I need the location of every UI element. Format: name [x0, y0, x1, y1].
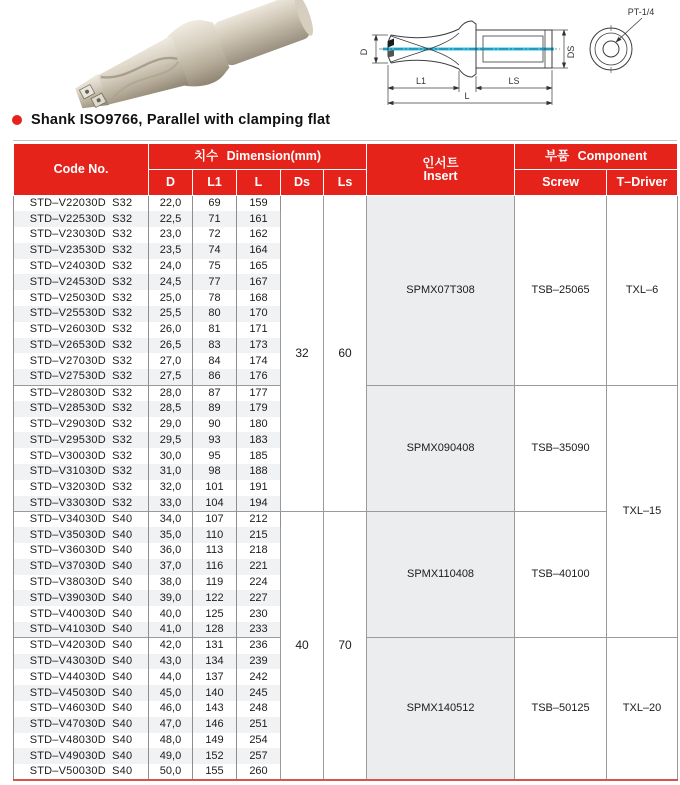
- cell-l1: 78: [193, 290, 237, 306]
- cell-l1: 83: [193, 338, 237, 354]
- cell-l: 257: [237, 748, 281, 764]
- header-tdriver: T–Driver: [607, 170, 678, 196]
- dim-label-ls: LS: [508, 76, 520, 86]
- cell-code: STD–V23530D S32: [14, 243, 149, 259]
- cell-l: 242: [237, 669, 281, 685]
- cell-l: 161: [237, 211, 281, 227]
- cell-l: 167: [237, 274, 281, 290]
- cell-l: 248: [237, 701, 281, 717]
- table-row: [14, 511, 678, 527]
- dim-label-ds: DS: [566, 45, 576, 59]
- cell-l1: 104: [193, 496, 237, 512]
- cell-l1: 149: [193, 733, 237, 749]
- header-ds: Ds: [281, 170, 324, 196]
- header-dimension: 치수 Dimension(mm): [149, 144, 367, 170]
- cell-code: STD–V26030D S32: [14, 322, 149, 338]
- cell-screw-merged: TSB–40100: [515, 511, 607, 637]
- cell-l1: 128: [193, 622, 237, 638]
- cell-code: STD–V31030D S32: [14, 464, 149, 480]
- cell-screw-merged: TSB–25065: [515, 196, 607, 386]
- cell-l: 221: [237, 559, 281, 575]
- drill-photo: [28, 0, 338, 112]
- cell-insert-merged: SPMX090408: [367, 385, 515, 511]
- cell-d: 26,0: [149, 322, 193, 338]
- cell-d: 33,0: [149, 496, 193, 512]
- cell-code: STD–V38030D S40: [14, 575, 149, 591]
- header-d: D: [149, 170, 193, 196]
- cell-d: 22,0: [149, 196, 193, 212]
- cell-code: STD–V32030D S32: [14, 480, 149, 496]
- thread-label-pt: PT-1/4: [627, 7, 655, 17]
- cell-code: STD–V43030D S40: [14, 654, 149, 670]
- header-screw: Screw: [515, 170, 607, 196]
- cell-code: STD–V50030D S40: [14, 764, 149, 780]
- cell-d: 32,0: [149, 480, 193, 496]
- cell-l: 159: [237, 196, 281, 212]
- cell-d: 39,0: [149, 590, 193, 606]
- cell-l1: 98: [193, 464, 237, 480]
- cell-insert-merged: SPMX110408: [367, 511, 515, 637]
- cell-code: STD–V34030D S40: [14, 511, 149, 527]
- cell-d: 28,5: [149, 401, 193, 417]
- cell-l1: 77: [193, 274, 237, 290]
- cell-d: 30,0: [149, 448, 193, 464]
- cell-code: STD–V27530D S32: [14, 369, 149, 385]
- cell-l: 218: [237, 543, 281, 559]
- cell-l: 212: [237, 511, 281, 527]
- cell-l: 251: [237, 717, 281, 733]
- cell-code: STD–V44030D S40: [14, 669, 149, 685]
- section-heading-text: Shank ISO9766, Parallel with clamping flat: [31, 112, 331, 128]
- cell-d: 49,0: [149, 748, 193, 764]
- cell-l: 180: [237, 417, 281, 433]
- header-code-no: Code No.: [14, 144, 149, 196]
- cell-l: 170: [237, 306, 281, 322]
- cell-d: 25,0: [149, 290, 193, 306]
- cell-code: STD–V24030D S32: [14, 259, 149, 275]
- cell-d: 37,0: [149, 559, 193, 575]
- cell-code: STD–V22530D S32: [14, 211, 149, 227]
- cell-code: STD–V24530D S32: [14, 274, 149, 290]
- cell-d: 24,5: [149, 274, 193, 290]
- cell-ls-merged: 70: [324, 511, 367, 780]
- cell-l: 191: [237, 480, 281, 496]
- header-insert-kr: 인서트: [422, 156, 459, 170]
- cell-l: 230: [237, 606, 281, 622]
- cell-l1: 131: [193, 638, 237, 654]
- cell-code: STD–V35030D S40: [14, 527, 149, 543]
- cell-screw-merged: TSB–50125: [515, 638, 607, 780]
- cell-code: STD–V23030D S32: [14, 227, 149, 243]
- dim-label-l1: L1: [415, 76, 427, 86]
- cell-l: 183: [237, 432, 281, 448]
- cell-l1: 87: [193, 385, 237, 401]
- cell-d: 34,0: [149, 511, 193, 527]
- cell-l1: 113: [193, 543, 237, 559]
- cell-code: STD–V25530D S32: [14, 306, 149, 322]
- cell-d: 40,0: [149, 606, 193, 622]
- header-component: 부품 Component: [515, 144, 678, 170]
- cell-code: STD–V39030D S40: [14, 590, 149, 606]
- cell-l: 233: [237, 622, 281, 638]
- cell-l: 177: [237, 385, 281, 401]
- cell-code: STD–V41030D S40: [14, 622, 149, 638]
- catalog-table: [13, 143, 678, 781]
- cell-l1: 89: [193, 401, 237, 417]
- cell-l: 227: [237, 590, 281, 606]
- cell-insert-merged: SPMX07T308: [367, 196, 515, 386]
- cell-code: STD–V26530D S32: [14, 338, 149, 354]
- cell-d: 25,5: [149, 306, 193, 322]
- cell-d: 28,0: [149, 385, 193, 401]
- cell-l1: 134: [193, 654, 237, 670]
- cell-l: 188: [237, 464, 281, 480]
- catalog-table-container: [13, 140, 677, 781]
- cell-insert-merged: SPMX140512: [367, 638, 515, 780]
- cell-l1: 107: [193, 511, 237, 527]
- cell-d: 23,0: [149, 227, 193, 243]
- cell-l: 239: [237, 654, 281, 670]
- cell-l: 165: [237, 259, 281, 275]
- header-l1: L1: [193, 170, 237, 196]
- cell-code: STD–V22030D S32: [14, 196, 149, 212]
- cell-l1: 84: [193, 353, 237, 369]
- cell-code: STD–V40030D S40: [14, 606, 149, 622]
- cell-l: 174: [237, 353, 281, 369]
- cell-code: STD–V48030D S40: [14, 733, 149, 749]
- cell-tdriver-merged: TXL–15: [607, 385, 678, 638]
- cell-l: 215: [237, 527, 281, 543]
- cell-code: STD–V42030D S40: [14, 638, 149, 654]
- cell-d: 38,0: [149, 575, 193, 591]
- cell-l1: 143: [193, 701, 237, 717]
- catalog-table-body: [14, 196, 678, 780]
- cell-code: STD–V28530D S32: [14, 401, 149, 417]
- cell-l1: 125: [193, 606, 237, 622]
- table-header: [14, 144, 678, 196]
- cell-ds-merged: 40: [281, 511, 324, 780]
- cell-l1: 110: [193, 527, 237, 543]
- cell-l1: 86: [193, 369, 237, 385]
- cell-code: STD–V45030D S40: [14, 685, 149, 701]
- cell-l1: 90: [193, 417, 237, 433]
- cell-d: 43,0: [149, 654, 193, 670]
- cell-screw-merged: TSB–35090: [515, 385, 607, 511]
- red-bullet-icon: [12, 115, 22, 125]
- header-ls: Ls: [324, 170, 367, 196]
- cell-ls-merged: 60: [324, 196, 367, 512]
- cell-l: 162: [237, 227, 281, 243]
- dim-label-d: D: [359, 48, 369, 56]
- cell-l: 236: [237, 638, 281, 654]
- cell-d: 27,5: [149, 369, 193, 385]
- cell-code: STD–V46030D S40: [14, 701, 149, 717]
- cell-d: 50,0: [149, 764, 193, 780]
- cell-d: 41,0: [149, 622, 193, 638]
- cell-d: 47,0: [149, 717, 193, 733]
- cell-d: 29,5: [149, 432, 193, 448]
- cell-l: 164: [237, 243, 281, 259]
- hero-images: [0, 0, 680, 112]
- header-insert: [367, 144, 515, 196]
- section-heading: [12, 112, 330, 128]
- cell-d: 48,0: [149, 733, 193, 749]
- cell-l1: 140: [193, 685, 237, 701]
- cell-tdriver-merged: TXL–20: [607, 638, 678, 780]
- cell-l1: 72: [193, 227, 237, 243]
- cell-l1: 122: [193, 590, 237, 606]
- cell-ds-merged: 32: [281, 196, 324, 512]
- cell-code: STD–V47030D S40: [14, 717, 149, 733]
- cell-l1: 119: [193, 575, 237, 591]
- cell-d: 35,0: [149, 527, 193, 543]
- header-insert-en: Insert: [423, 168, 458, 183]
- cell-l: 179: [237, 401, 281, 417]
- cell-code: STD–V29530D S32: [14, 432, 149, 448]
- cell-l1: 95: [193, 448, 237, 464]
- cell-l1: 71: [193, 211, 237, 227]
- cell-code: STD–V25030D S32: [14, 290, 149, 306]
- cell-l1: 116: [193, 559, 237, 575]
- cell-code: STD–V33030D S32: [14, 496, 149, 512]
- cell-code: STD–V30030D S32: [14, 448, 149, 464]
- cell-l: 185: [237, 448, 281, 464]
- cell-l: 260: [237, 764, 281, 780]
- cell-d: 44,0: [149, 669, 193, 685]
- cell-l: 245: [237, 685, 281, 701]
- cell-l1: 80: [193, 306, 237, 322]
- cell-l: 168: [237, 290, 281, 306]
- cell-l: 254: [237, 733, 281, 749]
- cell-code: STD–V27030D S32: [14, 353, 149, 369]
- cell-l1: 152: [193, 748, 237, 764]
- cell-d: 45,0: [149, 685, 193, 701]
- cell-l1: 93: [193, 432, 237, 448]
- cell-l1: 81: [193, 322, 237, 338]
- cell-d: 22,5: [149, 211, 193, 227]
- cell-d: 42,0: [149, 638, 193, 654]
- cell-l1: 101: [193, 480, 237, 496]
- cell-d: 46,0: [149, 701, 193, 717]
- cell-l: 171: [237, 322, 281, 338]
- cell-l: 176: [237, 369, 281, 385]
- cell-d: 26,5: [149, 338, 193, 354]
- cell-l: 173: [237, 338, 281, 354]
- cell-code: STD–V29030D S32: [14, 417, 149, 433]
- cell-tdriver-merged: TXL–6: [607, 196, 678, 386]
- cell-d: 31,0: [149, 464, 193, 480]
- header-l: L: [237, 170, 281, 196]
- cell-d: 24,0: [149, 259, 193, 275]
- cell-l1: 137: [193, 669, 237, 685]
- cell-d: 36,0: [149, 543, 193, 559]
- table-row: [14, 196, 678, 212]
- cell-l: 224: [237, 575, 281, 591]
- cell-l1: 69: [193, 196, 237, 212]
- technical-diagram: [355, 4, 675, 112]
- cell-d: 29,0: [149, 417, 193, 433]
- cell-l1: 75: [193, 259, 237, 275]
- cell-code: STD–V49030D S40: [14, 748, 149, 764]
- cell-l: 194: [237, 496, 281, 512]
- cell-code: STD–V28030D S32: [14, 385, 149, 401]
- cell-l1: 155: [193, 764, 237, 780]
- cell-l1: 74: [193, 243, 237, 259]
- cell-l1: 146: [193, 717, 237, 733]
- cell-code: STD–V37030D S40: [14, 559, 149, 575]
- cell-d: 27,0: [149, 353, 193, 369]
- cell-code: STD–V36030D S40: [14, 543, 149, 559]
- table-top-rule: [13, 140, 677, 141]
- dim-label-l: L: [464, 91, 470, 101]
- cell-d: 23,5: [149, 243, 193, 259]
